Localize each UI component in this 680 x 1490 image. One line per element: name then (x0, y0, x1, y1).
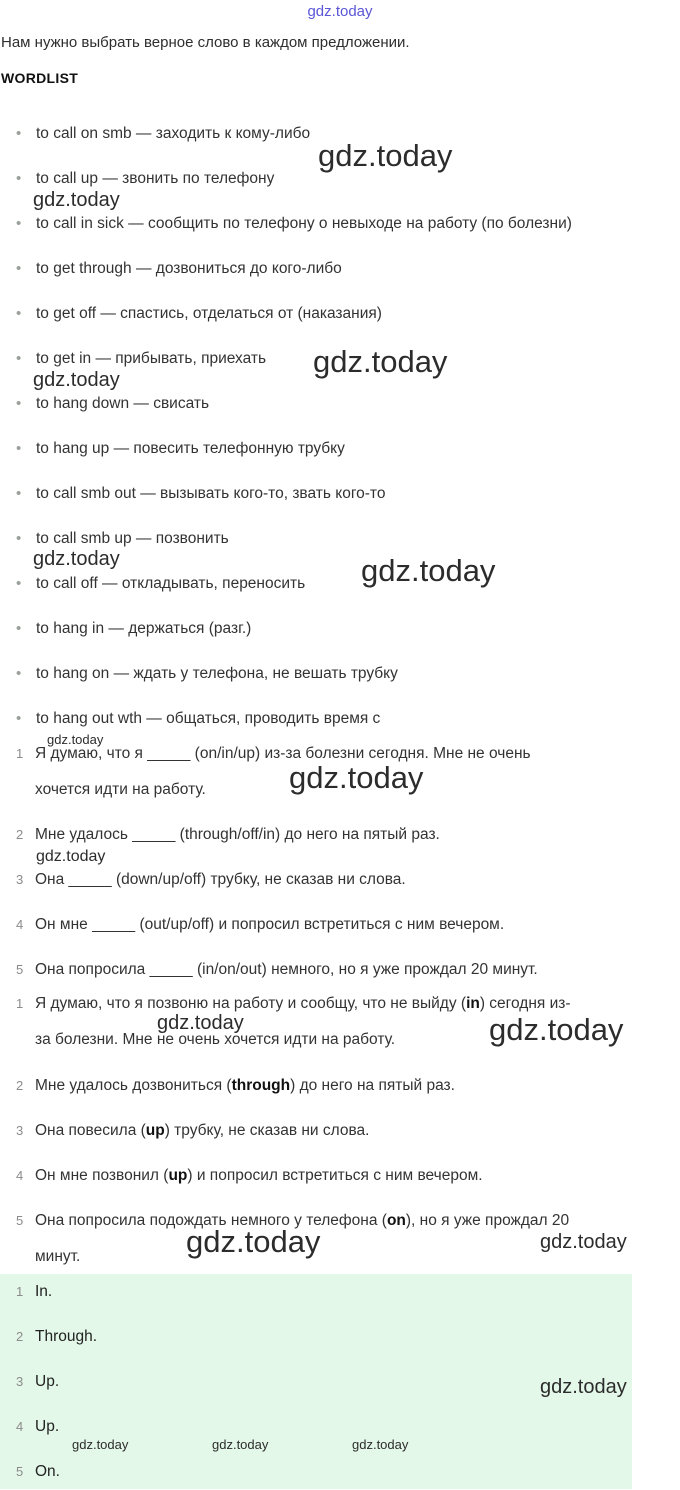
watermark: gdz.today (352, 1437, 409, 1452)
answer-item: 4 Up. (16, 1418, 60, 1435)
translation-item: 5 Она попросила подождать немного у телефона (on), но я уже прождал 20 минут. (16, 1212, 570, 1265)
list-item: • to call on smb — заходить к кому-либо (16, 125, 311, 142)
bullet-icon: • (16, 305, 22, 322)
list-item: • to call smb up — позвонить (16, 530, 229, 547)
watermark: gdz.today (33, 369, 120, 391)
list-item: • to get in — прибывать, приехать (16, 350, 267, 367)
bullet-icon: • (16, 530, 22, 547)
list-item: • to call off — откладывать, переносить (16, 575, 306, 592)
answer-item: 5 On. (16, 1463, 60, 1480)
answer-item: 3 Up. (16, 1373, 60, 1390)
bullet-icon: • (16, 125, 22, 142)
bullet-icon: • (16, 215, 22, 232)
bullet-icon: • (16, 440, 22, 457)
list-item: • to hang out wth — общаться, проводить время с (16, 710, 381, 727)
bullet-icon: • (16, 575, 22, 592)
list-item: • to hang up — повесить телефонную трубку (16, 440, 345, 457)
header-watermark: gdz.today (307, 3, 373, 20)
exercise-item: 1 Я думаю, что я _____ (on/in/up) из-за болезни сегодня. Мне не очень хочется идти на работу. (16, 745, 531, 798)
watermark: gdz.today (157, 1012, 244, 1034)
watermark: gdz.today (318, 138, 453, 173)
watermark: gdz.today (361, 553, 496, 588)
list-item: • to hang in — держаться (разг.) (16, 620, 252, 637)
answers-box (0, 1274, 632, 1489)
list-item: • to call smb out — вызывать кого-то, звать кого-то (16, 485, 386, 502)
translation-item: 1 Я думаю, что я позвоню на работу и сообщу, что не выйду (in) сегодня из- за болезни. Мне не очень хочется идти на работу. (16, 995, 571, 1048)
list-item: • to get through — дозвониться до кого-либо (16, 260, 342, 277)
watermark: gdz.today (33, 548, 120, 570)
bullet-icon: • (16, 350, 22, 367)
bullet-icon: • (16, 170, 22, 187)
watermark: gdz.today (313, 344, 448, 379)
watermark: gdz.today (72, 1437, 129, 1452)
list-item: • to get off — спастись, отделаться от (наказания) (16, 305, 382, 322)
bullet-icon: • (16, 395, 22, 412)
translation-item: 3 Она повесила (up) трубку, не сказав ни слова. (16, 1122, 370, 1139)
exercise-item: 3 Она _____ (down/up/off) трубку, не сказав ни слова. (16, 871, 406, 888)
watermark: gdz.today (212, 1437, 269, 1452)
list-item: • to hang on — ждать у телефона, не вешать трубку (16, 665, 398, 682)
watermark: gdz.today (186, 1224, 321, 1259)
intro-text: Нам нужно выбрать верное слово в каждом предложении. (1, 34, 410, 51)
list-item: • to call in sick — сообщить по телефону о невыходе на работу (по болезни) (16, 215, 572, 232)
bullet-icon: • (16, 620, 22, 637)
watermark: gdz.today (540, 1231, 627, 1253)
bullet-icon: • (16, 665, 22, 682)
answer-item: 1 In. (16, 1283, 53, 1300)
bullet-icon: • (16, 710, 22, 727)
list-item: • to hang down — свисать (16, 395, 210, 412)
exercise-item: 5 Она попросила _____ (in/on/out) немного, но я уже прождал 20 минут. (16, 961, 538, 978)
watermark: gdz.today (489, 1012, 624, 1047)
watermark: gdz.today (47, 732, 104, 747)
bullet-icon: • (16, 485, 22, 502)
watermark: gdz.today (289, 760, 424, 795)
translation-item: 4 Он мне позвонил (up) и попросил встретиться с ним вечером. (16, 1167, 483, 1184)
exercise-item: 4 Он мне _____ (out/up/off) и попросил встретиться с ним вечером. (16, 916, 505, 933)
wordlist-title: WORDLIST (1, 70, 79, 86)
watermark: gdz.today (33, 189, 120, 211)
watermark: gdz.today (540, 1376, 627, 1398)
watermark: gdz.today (36, 848, 106, 865)
exercise-item: 2 Мне удалось _____ (through/off/in) до него на пятый раз. (16, 826, 440, 843)
answer-item: 2 Through. (16, 1328, 98, 1345)
list-item: • to call up — звонить по телефону (16, 170, 275, 187)
bullet-icon: • (16, 260, 22, 277)
translation-item: 2 Мне удалось дозвониться (through) до него на пятый раз. (16, 1077, 455, 1094)
